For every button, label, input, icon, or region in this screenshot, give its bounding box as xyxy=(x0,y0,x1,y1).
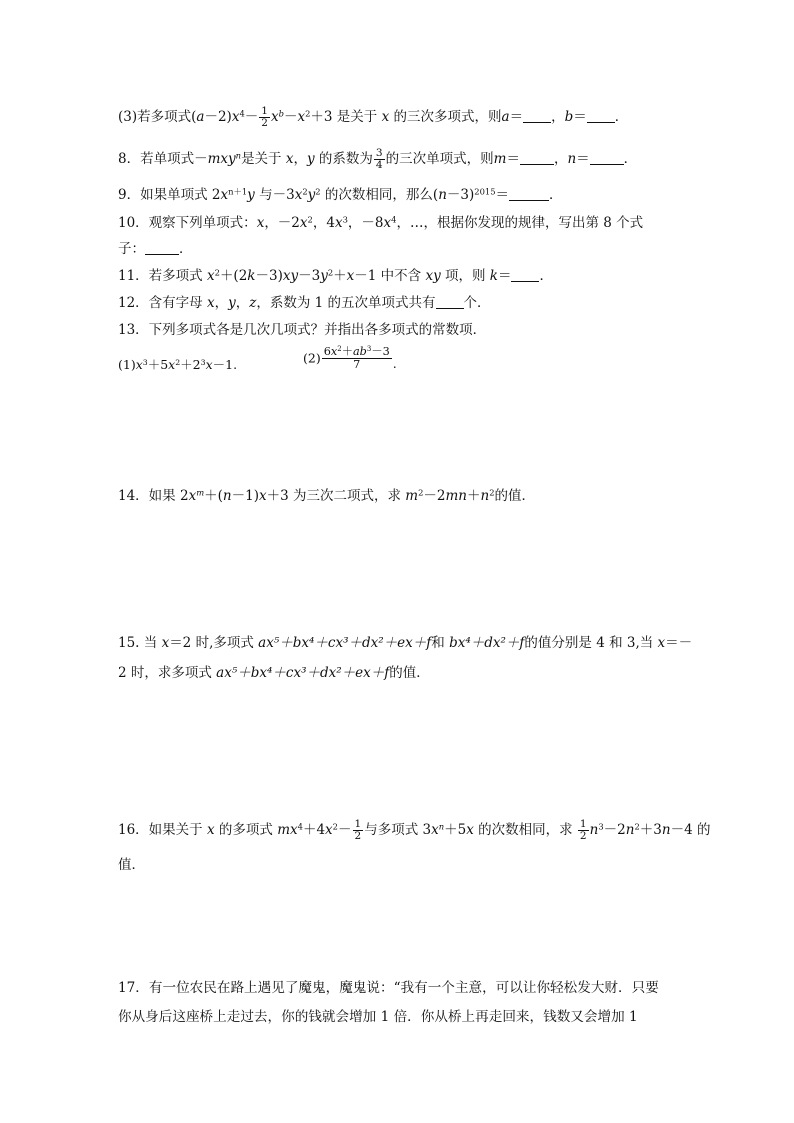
answer-blank-n[interactable] xyxy=(590,152,624,165)
answer-blank-12[interactable] xyxy=(436,296,464,309)
question-17-line-2: 你从身后这座桥上走过去，你的钱就会增加 1 倍．你从桥上再走回来，钱数又会增加 1 xyxy=(118,1009,638,1025)
answer-blank-10[interactable] xyxy=(145,242,179,255)
question-11: 11．若多项式 $x^2+(2k-3)xy-3y^2+x-1$ 中不含 xy 项，则 k＝ ． xyxy=(118,267,553,284)
question-12: 12．含有字母 x，y，z，系数为 1 的五次单项式共有 个． xyxy=(118,295,491,311)
fraction-half: $\frac{1}{2}$ xyxy=(261,105,268,130)
fraction-three-quarters: $\frac{3}{4}$ xyxy=(375,147,383,172)
question-17-line-1: 17．有一位农民在路上遇见了魔鬼，魔鬼说：“我有一个主意，可以让你轻松发大财．只要 xyxy=(118,980,659,996)
answer-blank-b[interactable] xyxy=(587,110,615,123)
question-15-line-2: 2 时，求多项式 ax⁵＋bx⁴＋cx³＋dx²＋ex＋f的值． xyxy=(118,665,430,681)
question-10-line-1: 10．观察下列单项式：x，$-2x^2$，$4x^3$，$-8x^4$，…，根据你发现的规律，写出第 8 个式 xyxy=(118,214,644,231)
question-16-line-1: 16．如果关于 x 的多项式 $mx^4+4x^2-$ $\frac{1}{2}$ 与多项式 $3x^n+5x$ 的次数相同，求 $\frac{1}{2}$ $n^3-2n^2+3n-4$ 的 xyxy=(118,818,711,843)
question-16-line-2: 值． xyxy=(118,857,145,873)
question-7-3: (3)若多项式$(a-2)x^4-$ $\frac{1}{2}$ $x^b-x^2+3$ 是关于 x 的三次多项式，则a＝ ，b＝ ． xyxy=(118,105,629,130)
question-9: 9．如果单项式 $2x^{n+1}y$ 与$-3x^2y^2$ 的次数相同，那么$(n-3)^{2015}=$ ． xyxy=(118,186,563,203)
fraction-polynomial: $\frac{6x^2+ab^3-3}{7}$ xyxy=(323,345,390,371)
fraction-half: $\frac{1}{2}$ xyxy=(354,818,362,843)
answer-blank-k[interactable] xyxy=(511,269,539,282)
question-15-line-1: 15. 当 x＝2 时,多项式 ax⁵＋bx⁴＋cx³＋dx²＋ex＋f和 bx⁴＋dx²＋f的值分别是 4 和 3,当 x＝－ xyxy=(118,635,693,651)
question-10-line-2: 子： ． xyxy=(118,241,193,257)
answer-blank-9[interactable] xyxy=(509,188,549,201)
question-14: 14．如果 $2x^m+(n-1)x+3$ 为三次二项式，求 $m^2-2mn+n^2$的值． xyxy=(118,487,536,504)
question-13-part-2: (2) $\frac{6x^2+ab^3-3}{7}$ . xyxy=(303,345,397,371)
fraction-half: $\frac{1}{2}$ xyxy=(579,818,587,843)
question-13-part-1: $(1)x^3+5x^2+2^3x-1$. xyxy=(118,357,238,372)
answer-blank-m[interactable] xyxy=(520,152,554,165)
question-13: 13．下列多项式各是几次几项式？并指出各多项式的常数项． xyxy=(118,322,487,338)
answer-blank-a[interactable] xyxy=(523,110,551,123)
question-8: 8．若单项式－mxy$^n$是关于 x，y 的系数为 $\frac{3}{4}$ 的三次单项式，则m＝ ，n＝ ． xyxy=(118,147,638,172)
